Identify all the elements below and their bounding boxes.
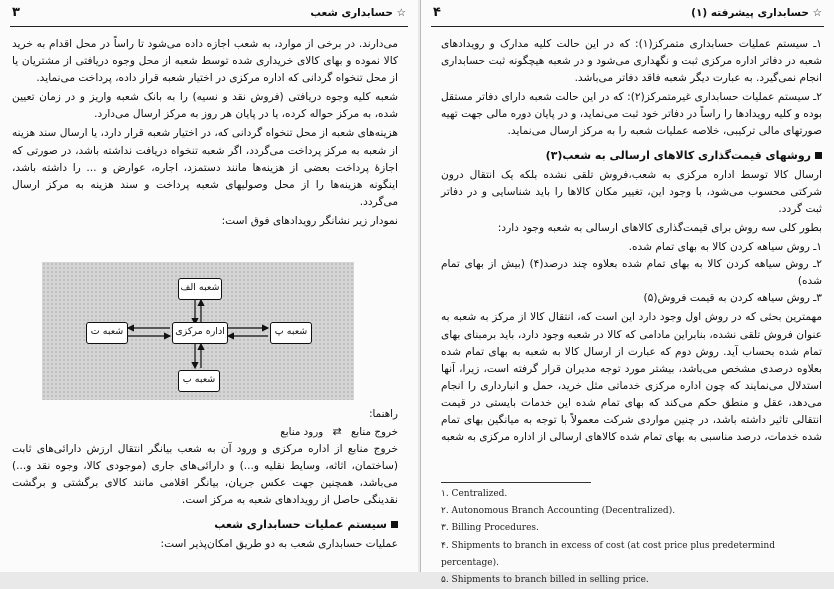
page-header — [10, 4, 408, 27]
running-title-text: حسابداری پیشرفته (۱) — [691, 7, 809, 19]
page-header — [431, 4, 824, 27]
star-icon: ☆ — [812, 7, 822, 19]
paragraph: هزینه‌های شعبه از محل تنخواه گردانی که، در اختیار شعبه قرار دارد، یا ارسال سند هزینه از شعبه به مرکز پرداخت می‌گردد، اگر شعبه تنخواه دریافت نداشته باشد، در صورتی که اجازهٔ پرداخت بعضی از هزینه‌ها مانند دستمزد، اجاره، عوارض و ... را داشته باشد، اینگونه هزینه‌ها را از محل وصولیهای شعبه پرداخت و سند هزینه به مرکز ارسال می‌گردد. — [12, 127, 398, 208]
diagram-node-headquarters: اداره مرکزی — [172, 322, 228, 344]
paragraph: ارسال کالا توسط اداره مرکزی به شعب،فروش تلقی نشده بلکه یک انتقال درون شرکتی محسوب می‌شود، با وجود این، تغییر مکان کالاها را باید شناسایی و در دفاتر ثبت گردد. — [441, 168, 822, 215]
running-title — [691, 7, 822, 19]
section-heading — [441, 147, 822, 164]
star-icon: ☆ — [396, 7, 406, 19]
body-text-lower — [12, 406, 398, 555]
bullet-square-icon — [391, 521, 398, 528]
body-text — [12, 36, 398, 232]
legend-title: راهنما: — [369, 408, 398, 420]
section-heading — [12, 516, 398, 533]
body-text — [441, 36, 822, 448]
right-page — [420, 0, 834, 586]
paragraph: عملیات حسابداری شعب به دو طریق امکان‌پذیر است: — [160, 537, 398, 550]
footnote: ۲. Autonomous Branch Accounting (Decentralized). — [441, 506, 676, 517]
paragraph: ۱ـ سیستم عملیات حسابداری متمرکز(۱): که در این حالت کلیه مدارک و رویدادهای شعبه در دفاتر اداره مرکزی ثبت و نگهداری می‌شود و در شعبه هیچگونه ثبت حسابداری انجام نمی‌گیرد. به عبارت دیگر شعبه فاقد دفاتر می‌باشد. — [441, 38, 822, 85]
branch-flow-diagram — [42, 262, 354, 400]
section-heading-text: سیستم عملیات حسابداری شعب — [214, 517, 387, 531]
running-title-text: حسابداری شعب — [310, 7, 393, 19]
page-number: ۴ — [433, 5, 441, 20]
left-page — [0, 0, 418, 572]
footnote: ۴. Shipments to branch in excess of cost (at cost price plus predetermind percentage). — [441, 540, 775, 568]
legend-inflow-label: ورود منابع — [280, 426, 324, 439]
list-item: ۱ـ روش سیاهه کردن کالا به بهای تمام شده. — [628, 241, 822, 254]
paragraph: شعبه کلیه وجوه دریافتی (فروش نقد و نسیه) را به بانک شعبه واریز و در زمان تعیین شده، به مرکز حواله کرده، یا در پایان هر روز به مرکز ارسال می‌دارد. — [12, 91, 398, 121]
running-title — [310, 7, 406, 19]
legend-arrows-icon: ⇄ — [332, 425, 342, 439]
list-item: ۳ـ روش سیاهه کردن به قیمت فروش(۵) — [643, 292, 822, 305]
paragraph: نمودار زیر نشانگر رویدادهای فوق است: — [221, 214, 398, 227]
bullet-square-icon — [815, 152, 822, 159]
legend-outflow-label: خروج منابع — [350, 426, 398, 439]
paragraph: ۲ـ سیستم عملیات حسابداری غیرمتمرکز(۲): که در این حالت شعبه دارای دفاتر مستقل بوده و کلیه رویدادها را راساً در دفاتر خود ثبت می‌نماید، و در پایان دوره مالی جهت تهیه صورتهای مالی ترکیبی، خلاصه عملیات شعبه را به مرکز ارسال می‌نماید. — [441, 91, 822, 138]
diagram-node-branch-te: شعبه ت — [86, 322, 128, 344]
footnote: ۵. Shipments to branch billed in selling price. — [441, 575, 649, 586]
paragraph: می‌دارند. در برخی از موارد، به شعب اجازه داده می‌شود تا راساً در محل اقدام به خرید کالا نموده و بهای کالای خریداری شده توسط شعبه از محل وجوه دریافتی از مشتریان یا از محل تنخواه گردانی که اداره مرکزی در اختیار شعبه قرار داده، پرداخت می‌نماید. — [12, 38, 398, 85]
page-number: ۳ — [12, 5, 20, 20]
diagram-node-branch-alef: شعبه الف — [178, 278, 222, 300]
footnote-separator — [441, 482, 591, 483]
legend-row — [12, 423, 398, 441]
list-item: ۲ـ روش سیاهه کردن کالا به بهای تمام شده بعلاوه چند درصد(۴) (بیش از بهای تمام شده) — [441, 258, 822, 288]
footnotes — [441, 486, 822, 589]
footnote: ۳. Billing Procedures. — [441, 523, 539, 534]
paragraph: مهمترین بحثی که در روش اول وجود دارد این است که، انتقال کالا از مرکز به شعبه به عنوان فروش تلقی نشده، بنابراین مادامی که کالا در شعبه وجود دارد، باید برمبنای بهای تمام شده بحساب آید. روش دوم که عبارت از ارسال کالا به شعبه به بهای تمام شده بعلاوه درصدی مشخص می‌باشد، بیشتر مورد توجه مدیران قرار گرفته است، زیرا، آنها استدلال می‌نمایند که چون اداره مرکزی خدماتی مثل خرید، حمل و انبارداری را انجام می‌دهد، عقل و منطق حکم می‌کند که بهای تمام شده این خدمات بایستی در قیمت انتقالی تاثیر داشته باشد، در چنین مواردی شرکت معمولاً با توجه به میانگین بهای تمام شده خدمات، درصد مناسبی به بهای تمام شده کالاهای ارسالی از اداره مرکزی به شعبه — [441, 311, 822, 444]
diagram-node-branch-bottom: شعبه ب — [178, 370, 220, 392]
diagram-node-branch-pe-right: شعبه پ — [270, 322, 312, 344]
section-heading-text: روشهای قیمت‌گذاری کالاهای ارسالی به شعب(۳) — [545, 148, 811, 162]
footnote: ۱. Centralized. — [441, 489, 508, 499]
paragraph: بطور کلی سه روش برای قیمت‌گذاری کالاهای ارسالی به شعبه وجود دارد: — [497, 221, 822, 234]
paragraph: خروج منابع از اداره مرکزی و ورود آن به شعب بیانگر انتقال ارزش دارائی‌های ثابت (ساختمان، اثاثه، وسایط نقلیه و...) و دارائی‌های جاری (موجودی کالا، وجوه نقد و...) می‌باشد، همچنین جهت عکس جریان، بیانگر اقلامی مانند کالای برگشتی و برگشت نقدینگی حاصل از رویدادهای شعبه به مرکز است. — [12, 443, 398, 507]
